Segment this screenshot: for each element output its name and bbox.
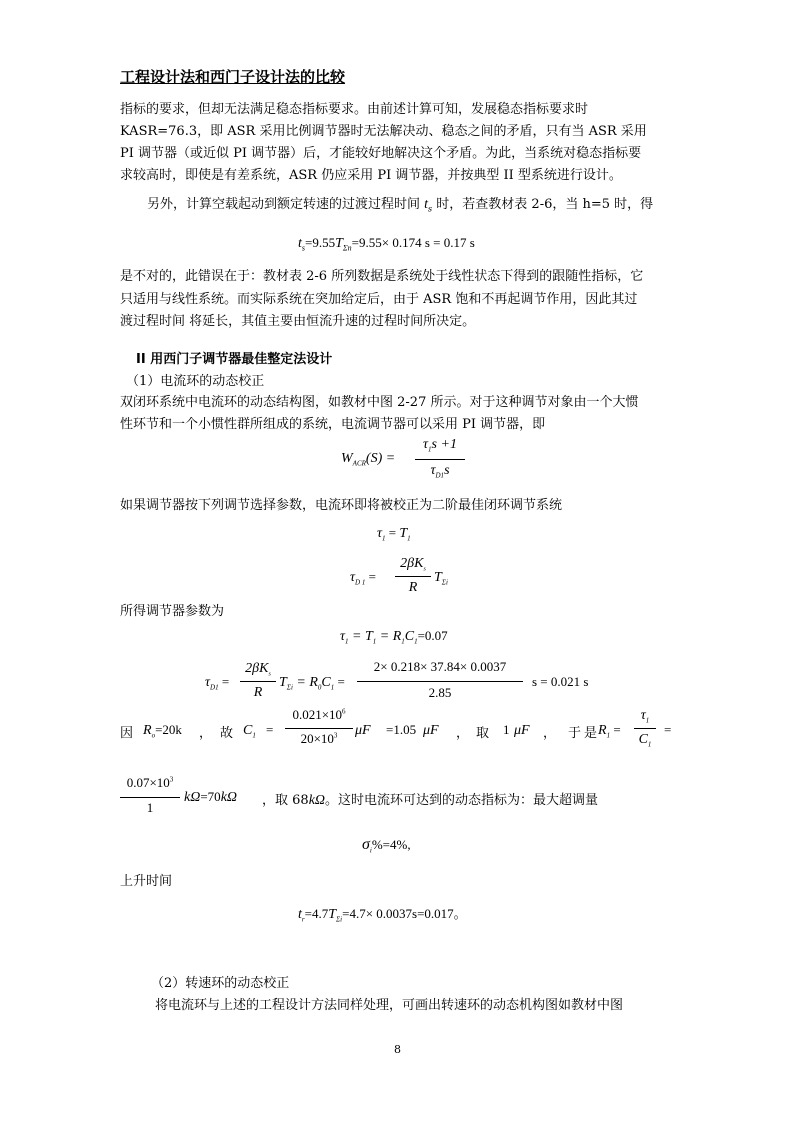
- text-run: 时，若查教材表 2-6，当 h=5 时，得: [436, 197, 654, 212]
- math-var: 2βK: [245, 661, 269, 676]
- math-text: =: [368, 569, 376, 584]
- paragraph-line: 渡过程时间 将延长，其值主要由恒流升速的过程时间所决定。: [120, 314, 476, 329]
- math-text: =0.07: [417, 628, 448, 643]
- paragraph-line: KASR=76.3，即 ASR 采用比例调节器时无法解决动、稳态之间的矛盾，只有当 ASR 采用: [120, 124, 647, 139]
- text-run: 。这时电流环可达到的动态指标为：最大超调量: [325, 793, 599, 808]
- paragraph-line: 求较高时，即使是有差系统，ASR 仍应采用 PI 调节器，并按典型 II 型系统进行设计。: [120, 168, 622, 183]
- math-var: C: [638, 732, 648, 747]
- math-text: s: [444, 463, 450, 478]
- equation-taud1-tail: [434, 569, 448, 587]
- math-var: t: [298, 236, 302, 251]
- frac-num: [120, 775, 180, 791]
- math-text: C: [404, 629, 415, 644]
- math-text: =9.55: [305, 235, 336, 250]
- math-one: 1: [503, 722, 510, 737]
- paragraph-line: 只适用与线性系统。而实际系统在突加给定后，由于 ASR 饱和不再起调节作用，因此其过: [120, 292, 638, 307]
- math-var: μF: [423, 723, 439, 738]
- math-sub: 1: [372, 637, 377, 646]
- math-text: (S) =: [365, 451, 396, 466]
- math-text: = R: [376, 629, 402, 644]
- equation-params2-den2: 2.85: [428, 685, 452, 700]
- math-var: T: [399, 526, 408, 541]
- math-sub: s: [423, 566, 426, 573]
- text-gu: 故: [220, 726, 234, 741]
- math-sup: 3: [333, 731, 338, 740]
- frac-den: [285, 731, 353, 747]
- math-var: t: [298, 907, 302, 922]
- math-uf: [423, 722, 439, 739]
- fraction-line: [285, 728, 353, 729]
- math-sub: 1: [407, 534, 411, 543]
- fraction-line: [415, 459, 465, 460]
- text-qu: 取: [476, 726, 490, 741]
- equation-taud1-lhs: [350, 569, 376, 587]
- math-text: =: [337, 674, 345, 689]
- math-sub: 1: [414, 637, 418, 646]
- text-run: ，取 68: [262, 793, 309, 808]
- equation-params2-den: [240, 684, 276, 701]
- math-var: τ: [205, 675, 211, 690]
- math-sub: 1: [401, 637, 405, 646]
- math-sub: 1: [647, 740, 652, 749]
- frac-num: [285, 707, 353, 723]
- math-sub: r: [301, 915, 305, 924]
- paragraph-line: 性环节和一个小惯性群所组成的系统，电流调节器可以采用 PI 调节器，即: [120, 417, 546, 432]
- math-sub: i: [369, 846, 372, 855]
- paragraph-line: 所得调节器参数为: [120, 604, 225, 619]
- math-sub: 1: [645, 716, 650, 725]
- frac-den: [634, 731, 656, 749]
- math-var: C: [243, 723, 253, 738]
- page-number: 8: [394, 1043, 401, 1056]
- math-eq: =: [664, 722, 672, 737]
- math-sub: 1: [382, 534, 386, 543]
- math-text: =70: [200, 789, 221, 804]
- paragraph-line: [147, 193, 653, 214]
- equation-params2-num: [240, 660, 276, 678]
- equation-params2-num2: 2× 0.218× 37.84× 0.0037: [373, 659, 507, 674]
- math-sub: D1: [435, 471, 445, 480]
- equation-wacr-num: [415, 436, 465, 454]
- math-var: μF: [514, 723, 530, 738]
- paragraph-line: 如果调节器按下列调节选择参数，电流环即将被校正为二阶最佳闭环调节系统: [120, 498, 563, 513]
- fraction-line: [357, 681, 523, 682]
- equation-sigma: [362, 836, 411, 855]
- math-text: =9.55× 0.174 s = 0.17 s: [351, 235, 475, 250]
- math-sub: s: [428, 204, 433, 214]
- math-text: =: [613, 722, 621, 737]
- math-var: R: [253, 685, 263, 700]
- paragraph-line: 是不对的，此错误在于：教材表 2-6 所列数据是系统处于线性状态下得到的跟随性指标，它: [120, 269, 644, 284]
- frac-den: 1: [146, 800, 154, 815]
- math-var: μF: [355, 723, 371, 738]
- math-text: %=4%,: [371, 837, 411, 852]
- math-sub: 1: [330, 683, 335, 692]
- math-text: =20k: [155, 722, 182, 737]
- fraction-line: [120, 797, 180, 798]
- math-text: =: [221, 674, 230, 689]
- math-sub: 1: [606, 731, 611, 740]
- fraction-line: [395, 576, 431, 577]
- equation-taud1-den: [395, 579, 431, 596]
- math-var: τ: [377, 526, 383, 541]
- fraction-line: [634, 728, 656, 729]
- math-var: C: [321, 675, 331, 690]
- equation-ts: [298, 235, 475, 253]
- math-text: 20×10: [300, 731, 334, 746]
- math-sub: Σi: [441, 578, 448, 587]
- math-var: T: [328, 907, 337, 922]
- math-sup: 3: [169, 775, 174, 784]
- section-title: 工程设计法和西门子设计法的比较: [120, 68, 346, 86]
- math-sub: 1: [252, 731, 256, 740]
- equation-taud1-num: [395, 555, 431, 573]
- paragraph-line: 将电流环与上述的工程设计方法同样处理，可画出转速环的动态机构图如教材中图: [155, 998, 624, 1013]
- math-text: =: [388, 525, 397, 540]
- paragraph-line: 指标的要求，但却无法满足稳态指标要求。由前述计算可知，发展稳态指标要求时: [120, 102, 589, 117]
- equation-params2-result: s = 0.021 s: [532, 674, 589, 689]
- equation-params2-mid: [279, 674, 345, 692]
- math-text: 0.021×10: [292, 707, 343, 722]
- subsection-heading: （2）转速环的动态校正: [151, 976, 290, 991]
- text-run: 另外，计算空载起动到额定转速的过渡过程时间: [147, 197, 421, 212]
- math-sub: o: [151, 731, 156, 740]
- math-sub: Σn: [342, 243, 352, 253]
- math-var: τ: [423, 437, 429, 452]
- math-sub: Σi: [336, 915, 343, 924]
- paragraph-line: PI 调节器（或近似 PI 调节器）后，才能较好地解决这个矛盾。为此，当系统对稳态指标要: [120, 146, 642, 161]
- math-var: T: [434, 570, 442, 585]
- text-yushi: 于是: [568, 726, 601, 741]
- math-var: σ: [362, 836, 370, 853]
- math-var: kΩ: [308, 793, 326, 808]
- equation-wacr-den: [415, 462, 465, 480]
- math-text: = T: [348, 629, 373, 644]
- math-text: s +1: [431, 437, 457, 452]
- subsection-heading: （1）电流环的动态校正: [126, 374, 265, 389]
- math-r1-value: [184, 789, 237, 806]
- section-heading: II 用西门子调节器最佳整定法设计: [136, 352, 333, 367]
- paragraph-line: [262, 789, 598, 809]
- math-var: τ: [350, 570, 356, 585]
- math-var: R: [598, 723, 607, 738]
- math-sub: s: [301, 243, 306, 253]
- math-var: τ: [430, 463, 436, 478]
- math-text: = R: [292, 675, 318, 690]
- math-sub: s: [268, 671, 271, 678]
- math-text: =4.7× 0.0037s=0.017。: [342, 906, 467, 921]
- math-var: kΩ: [184, 790, 201, 805]
- math-var: W: [341, 451, 353, 466]
- equation-params1: [340, 628, 448, 646]
- fraction-line: [240, 681, 276, 682]
- equation-wacr-lhs: [341, 450, 395, 468]
- frac-num: [634, 707, 656, 725]
- math-var: τ: [340, 629, 346, 644]
- math-var: T: [279, 675, 287, 690]
- equation-tau1: [377, 525, 411, 543]
- math-var: kΩ: [220, 790, 238, 805]
- math-uf: [355, 722, 371, 739]
- text-comma: ，: [199, 726, 213, 741]
- math-uf: [514, 722, 530, 739]
- paragraph-line: 双闭环系统中电流环的动态结构图，如教材中图 2-27 所示。对于这种调节对象由一个大惯: [120, 395, 639, 410]
- math-sub: 1: [345, 637, 349, 646]
- math-sub: D 1: [355, 578, 366, 587]
- math-var: R: [143, 723, 152, 738]
- math-r1: [598, 722, 621, 740]
- math-sub: 1: [428, 445, 432, 454]
- math-c1: [243, 722, 256, 740]
- paragraph-line: 上升时间: [120, 874, 173, 889]
- equation-params2-lhs: [205, 674, 229, 692]
- math-r0: [143, 722, 182, 740]
- math-val: =1.05: [386, 722, 417, 737]
- math-var: R: [408, 580, 418, 595]
- math-eq: =: [266, 722, 274, 737]
- math-sup: 6: [342, 707, 346, 716]
- math-var: T: [335, 236, 343, 251]
- math-text: =4.7: [304, 906, 329, 921]
- math-sub: 0: [317, 683, 322, 692]
- math-var: t: [424, 197, 429, 212]
- math-sub: ACR: [352, 459, 366, 468]
- math-var: τ: [640, 708, 646, 723]
- math-text: 0.07×10: [126, 775, 170, 790]
- text-comma: ，: [456, 726, 470, 741]
- math-sub: D1: [210, 683, 219, 692]
- math-var: 2βK: [400, 556, 424, 571]
- text-yin: 因: [120, 726, 134, 741]
- math-sub: Σi: [286, 683, 293, 692]
- equation-tr: [298, 903, 467, 924]
- text-comma: ，: [543, 726, 557, 741]
